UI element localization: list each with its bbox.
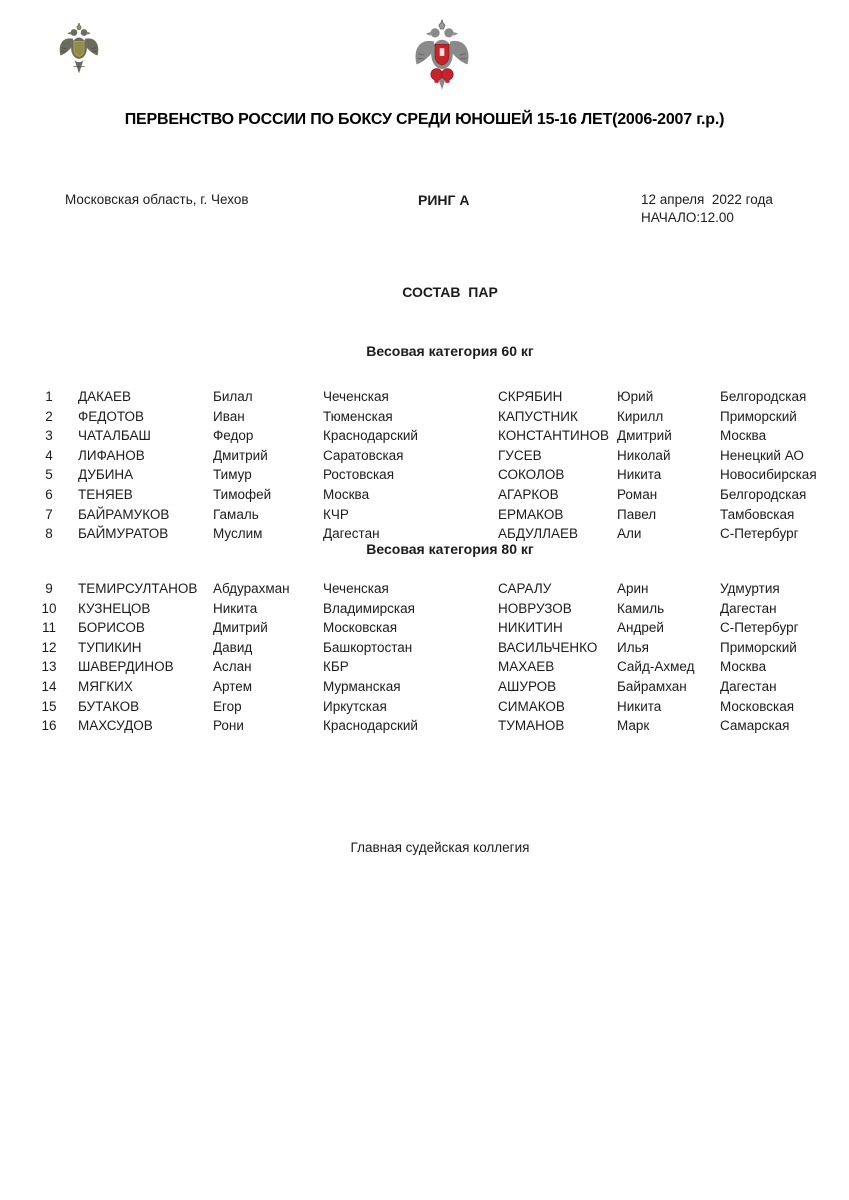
- weight-category-60-heading: Весовая категория 60 кг: [366, 343, 534, 359]
- blue-corner-region: Белгородская: [720, 389, 807, 404]
- blue-corner-firstname: Сайд-Ахмед: [617, 659, 695, 675]
- blue-corner-surname: МАХАЕВ: [498, 659, 555, 675]
- red-corner-firstname: Абдурахман: [213, 581, 290, 596]
- pair-number: 15: [41, 698, 57, 714]
- red-corner-firstname: Иван: [213, 408, 245, 424]
- blue-corner-firstname: Юрий: [617, 389, 654, 404]
- blue-corner-region: Самарская: [720, 718, 790, 734]
- blue-corner-surname: СОКОЛОВ: [498, 467, 565, 483]
- pair-number: 11: [41, 620, 56, 636]
- red-corner-firstname: Тимур: [213, 467, 252, 483]
- red-corner-surname: БАЙМУРАТОВ: [78, 526, 169, 542]
- pairs-table-60kg: [0, 389, 849, 546]
- pairs-table-80kg: [0, 581, 849, 738]
- blue-corner-firstname: Никита: [617, 698, 662, 714]
- pair-number: 3: [45, 428, 53, 444]
- pair-row: [0, 679, 849, 699]
- red-corner-firstname: Федор: [213, 428, 254, 444]
- red-corner-surname: ТЕМИРСУЛТАНОВ: [78, 581, 198, 596]
- blue-corner-firstname: Арин: [617, 581, 649, 596]
- red-corner-region: Мурманская: [323, 678, 401, 694]
- blue-corner-region: Новосибирская: [720, 467, 817, 483]
- pair-row: [0, 620, 849, 640]
- pair-number: 16: [41, 718, 57, 734]
- blue-corner-firstname: Никита: [617, 467, 662, 483]
- weight-category-80-heading: Весовая категория 80 кг: [366, 541, 534, 557]
- red-corner-region: Башкортостан: [323, 639, 413, 655]
- blue-corner-firstname: Николай: [617, 447, 671, 463]
- red-corner-surname: ЧАТАЛБАШ: [78, 428, 151, 444]
- pair-row: [0, 409, 849, 429]
- red-corner-surname: ТУПИКИН: [78, 639, 142, 655]
- blue-corner-region: Дагестан: [720, 678, 777, 694]
- pair-number: 13: [41, 659, 57, 675]
- red-corner-surname: МАХСУДОВ: [78, 718, 153, 734]
- date-text: 12 апреля 2022 года: [641, 192, 773, 207]
- blue-corner-surname: СКРЯБИН: [498, 389, 563, 404]
- red-corner-firstname: Аслан: [213, 659, 252, 675]
- blue-corner-region: Ненецкий АО: [720, 447, 804, 463]
- pair-number: 10: [41, 600, 57, 616]
- red-corner-region: Краснодарский: [323, 718, 418, 734]
- blue-corner-region: С-Петербург: [720, 526, 799, 542]
- red-corner-surname: ДУБИНА: [78, 467, 134, 483]
- pair-row: [0, 640, 849, 660]
- red-corner-region: Саратовская: [323, 447, 404, 463]
- pair-number: 1: [45, 389, 53, 404]
- blue-corner-surname: КОНСТАНТИНОВ: [498, 428, 610, 444]
- blue-corner-firstname: Камиль: [617, 600, 665, 616]
- blue-corner-region: Белгородская: [720, 486, 807, 502]
- pair-number: 4: [45, 447, 53, 463]
- blue-corner-surname: НОВРУЗОВ: [498, 600, 572, 616]
- pair-row: [0, 581, 849, 601]
- blue-corner-surname: ТУМАНОВ: [498, 718, 565, 734]
- blue-corner-surname: КАПУСТНИК: [498, 408, 578, 424]
- red-corner-surname: ТЕНЯЕВ: [78, 486, 133, 502]
- page-title: ПЕРВЕНСТВО РОССИИ ПО БОКСУ СРЕДИ ЮНОШЕЙ 15-16 ЛЕТ(2006-2007 г.р.): [124, 111, 725, 128]
- blue-corner-region: Приморский: [720, 639, 797, 655]
- red-corner-surname: БУТАКОВ: [78, 698, 140, 714]
- blue-corner-surname: СИМАКОВ: [498, 698, 565, 714]
- blue-corner-region: Приморский: [720, 408, 797, 424]
- red-corner-surname: ШАВЕРДИНОВ: [78, 659, 174, 675]
- blue-corner-region: Тамбовская: [720, 506, 795, 522]
- blue-corner-firstname: Марк: [617, 718, 650, 734]
- pair-row: [0, 601, 849, 621]
- red-corner-surname: МЯГКИХ: [78, 678, 133, 694]
- blue-corner-surname: НИКИТИН: [498, 620, 563, 636]
- blue-corner-region: Московская: [720, 698, 795, 714]
- red-corner-surname: БОРИСОВ: [78, 620, 145, 636]
- blue-corner-surname: ВАСИЛЬЧЕНКО: [498, 639, 598, 655]
- red-corner-firstname: Рони: [213, 718, 244, 734]
- red-corner-surname: КУЗНЕЦОВ: [78, 600, 151, 616]
- pair-number: 2: [45, 408, 53, 424]
- pair-number: 12: [41, 639, 57, 655]
- red-corner-region: Дагестан: [323, 526, 380, 542]
- blue-corner-surname: АБДУЛЛАЕВ: [498, 526, 579, 542]
- blue-corner-surname: ЕРМАКОВ: [498, 506, 564, 522]
- blue-corner-region: С-Петербург: [720, 620, 799, 636]
- red-corner-firstname: Билал: [213, 389, 253, 404]
- red-corner-region: КЧР: [323, 506, 349, 522]
- location-text: Московская область, г. Чехов: [65, 192, 249, 207]
- blue-corner-firstname: Роман: [617, 486, 658, 502]
- blue-corner-firstname: Али: [617, 526, 642, 542]
- red-corner-firstname: Дмитрий: [213, 447, 268, 463]
- blue-corner-region: Удмуртия: [720, 581, 780, 596]
- pair-row: [0, 428, 849, 448]
- red-corner-firstname: Гамаль: [213, 506, 259, 522]
- pair-row: [0, 699, 849, 719]
- ring-label: РИНГ А: [418, 192, 470, 208]
- blue-corner-firstname: Андрей: [617, 620, 664, 636]
- boxing-federation-eagle-icon: [411, 19, 473, 99]
- blue-corner-firstname: Илья: [617, 639, 649, 655]
- red-corner-firstname: Давид: [213, 639, 253, 655]
- red-corner-region: Краснодарский: [323, 428, 418, 444]
- red-corner-region: Ростовская: [323, 467, 395, 483]
- pair-number: 14: [41, 678, 57, 694]
- blue-corner-firstname: Дмитрий: [617, 428, 672, 444]
- pair-number: 5: [45, 467, 53, 483]
- red-corner-region: Тюменская: [323, 408, 393, 424]
- pair-row: [0, 389, 849, 409]
- red-corner-firstname: Муслим: [213, 526, 263, 542]
- blue-corner-region: Москва: [720, 659, 767, 675]
- blue-corner-region: Москва: [720, 428, 767, 444]
- blue-corner-region: Дагестан: [720, 600, 777, 616]
- judges-panel-caption: Главная судейская коллегия: [350, 840, 530, 855]
- red-corner-region: Московская: [323, 620, 398, 636]
- red-corner-firstname: Тимофей: [213, 486, 272, 502]
- red-corner-firstname: Артем: [213, 678, 253, 694]
- red-corner-region: Чеченская: [323, 581, 389, 596]
- pair-number: 7: [45, 506, 53, 522]
- blue-corner-surname: САРАЛУ: [498, 581, 552, 596]
- blue-corner-surname: АШУРОВ: [498, 678, 557, 694]
- pair-number: 8: [45, 526, 53, 542]
- blue-corner-firstname: Байрамхан: [617, 678, 687, 694]
- blue-corner-surname: ГУСЕВ: [498, 447, 542, 463]
- red-corner-surname: ДАКАЕВ: [78, 389, 132, 404]
- pair-row: [0, 507, 849, 527]
- pair-row: [0, 659, 849, 679]
- red-corner-firstname: Егор: [213, 698, 242, 714]
- red-corner-firstname: Никита: [213, 600, 258, 616]
- red-corner-firstname: Дмитрий: [213, 620, 268, 636]
- blue-corner-surname: АГАРКОВ: [498, 486, 559, 502]
- pair-number: 9: [45, 581, 53, 596]
- pair-row: [0, 718, 849, 738]
- pair-row: [0, 467, 849, 487]
- red-corner-region: Иркутская: [323, 698, 387, 714]
- pair-number: 6: [45, 486, 53, 502]
- ministry-sport-eagle-icon: [56, 23, 102, 79]
- red-corner-surname: ФЕДОТОВ: [78, 408, 145, 424]
- pair-row: [0, 448, 849, 468]
- red-corner-surname: ЛИФАНОВ: [78, 447, 145, 463]
- red-corner-region: Москва: [323, 486, 370, 502]
- blue-corner-firstname: Павел: [617, 506, 657, 522]
- pair-row: [0, 487, 849, 507]
- blue-corner-firstname: Кирилл: [617, 408, 664, 424]
- red-corner-region: Владимирская: [323, 600, 415, 616]
- red-corner-region: Чеченская: [323, 389, 389, 404]
- red-corner-region: КБР: [323, 659, 349, 675]
- start-time-text: НАЧАЛО:12.00: [641, 210, 734, 225]
- pairs-list-heading: СОСТАВ ПАР: [402, 284, 498, 300]
- red-corner-surname: БАЙРАМУКОВ: [78, 506, 170, 522]
